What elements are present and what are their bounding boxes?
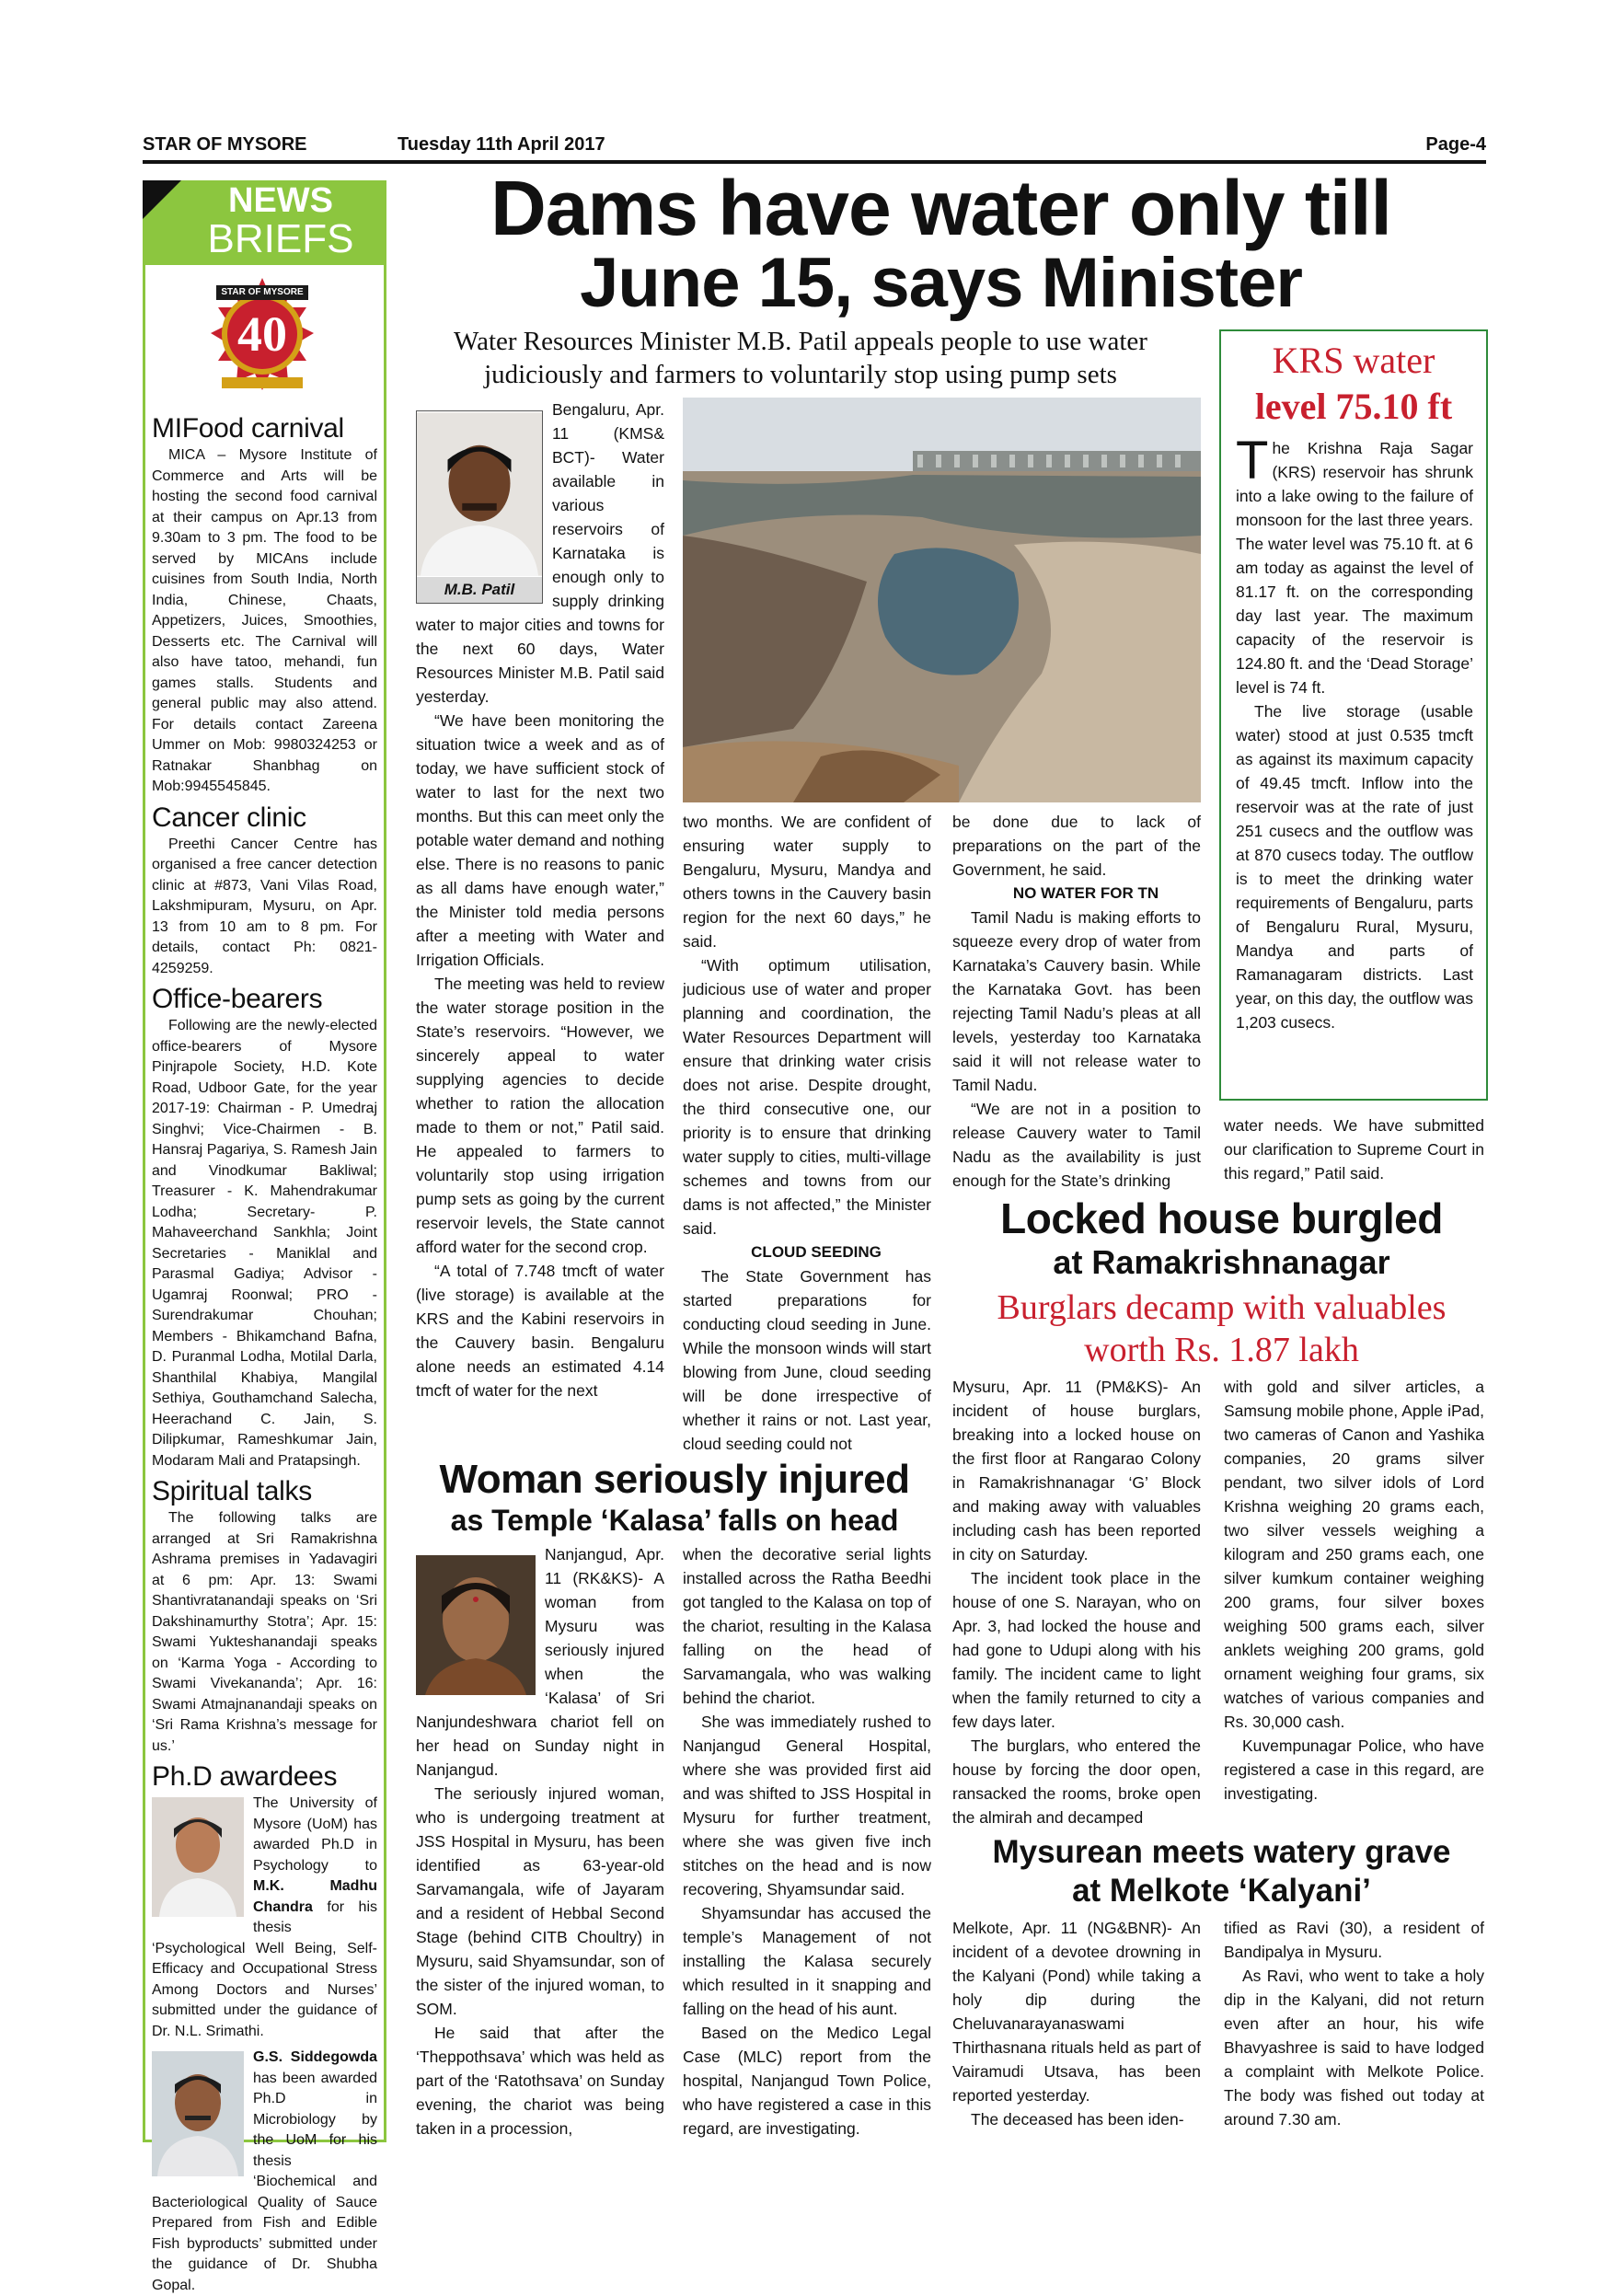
lead-col-3 [952, 810, 1201, 1193]
phd-block-2 [152, 2048, 377, 2296]
lead-col2-para-3: The State Government has started preparations for conducting cloud seeding in June. While the monsoon winds will start blowing from June, cloud seeding will be done irrespective of whether it rains or not. Last year, cloud seeding could not [683, 1267, 931, 1453]
burglary-para-3: The burglars, who entered the house by forcing the door open, ransacked the rooms, broke open the almirah and decamped [952, 1736, 1201, 1827]
lead-deck-2: judiciously and farmers to voluntarily stop using pump sets [484, 360, 1117, 389]
melkote-para-1: Melkote, Apr. 11 (NG&BNR)- An incident of a devotee drowning in the Kalyani (Pond) while taking a holy dip during the Cheluvanarayanaswami Thirthasnana rituals held as part of Vairamudi Utsava, has been reported yesterday. [952, 1919, 1201, 2105]
phd-name-2: G.S. Siddegowda [253, 2049, 377, 2065]
minister-caption: M.B. Patil [417, 577, 542, 603]
krs-para-1 [1236, 431, 1473, 699]
lead-col2-para-2: “With optimum utilisation, judicious use of water and proper planning and coordination, the Water Resources Department will ensure that drinking water crisis does not arise. Despite drought, the third consecutive one, our priority is to ensure that drinking water supply to cities, multi-village schemes and towns from our dams is not affected,” the Minister said. [683, 956, 931, 1238]
krs-para-1-text: he Krishna Raja Sagar (KRS) reservoir has shrunk into a lake owing to the failure of monsoon for the last three years. The water level was 75.10 ft. at 6 am today as against the level of 81.17 ft. on the corresponding day last year. The maximum capacity of the reservoir is 124.80 ft. and the ‘Dead Storage’ level is 74 ft. [1236, 439, 1473, 697]
woman-col2-para-1: when the decorative serial lights installed across the Ratha Beedhi got tangled to the Kalasa on top of the chariot, resulting in the Kalasa falling on the head of Sarvamangala, who was walking behind the chariot. [683, 1545, 931, 1707]
news-briefs-banner [143, 180, 386, 265]
banner-corner-icon [143, 180, 181, 219]
woman-col2-para-2: She was immediately rushed to Nanjangud General Hospital, where she was provided first aid and was shifted to JSS Hospital in Mysuru for further treatment, where she was given five inch stitches on the head and is now recovering, Shyamsundar said. [683, 1713, 931, 1898]
lead-col4-para: water needs. We have submitted our clarification to Supreme Court in this regard,” Patil said. [1224, 1116, 1484, 1183]
paper-name: STAR OF MYSORE [143, 134, 307, 155]
lead-headline-2: June 15, says Minister [580, 244, 1302, 322]
woman-para-3: He said that after the ‘Theppothsava’ which was held as part of the ‘Ratothsava’ on Sunday evening, the chariot was being taken in a procession, [416, 2024, 664, 2138]
lead-col-2 [683, 810, 931, 1456]
portrait-icon [152, 2051, 244, 2176]
lead-para-4: “A total of 7.748 tmcft of water (live storage) is available at the KRS and the Kabini reservoirs in the Cauvery basin. Bengaluru alone needs an estimated 4.14 tmcft of water for the next [416, 1262, 664, 1400]
brief-text-food: MICA – Mysore Institute of Commerce and Arts will be hosting the second food carnival at their campus on Apr.13 from 9.30am to 3 pm. The food to be served by MICAns include cuisines from South India, North India, Chinese, Chaats, Appetizers, Juices, Smoothies, Desserts etc. The Carnival will also have tatoo, mehandi, fun games stalls. Students and general public may also attend. For details contact Zareena Ummer on Mob: 9980324253 or Ratnakar Shanbhag on Mob:9945545845. [152, 447, 377, 794]
lead-col3-para-1: be done due to lack of preparations on the part of the Government, he said. [952, 813, 1201, 879]
portrait-icon [417, 411, 542, 577]
brief-text-office: Following are the newly-elected office-bearers of Mysore Pinjrapole Society, H.D. Kote Road, Udboor Gate, for the year 2017-19: Chairman - P. Umedraj Singhvi; Vice-Chairmen - B. Hansraj Pagariya, S. Ramesh Jain and Vinodkumar Bakliwal; Treasurer - K. Mahendrakumar Lodha; Secretary- P. Mahaveerchand Sankhla; Joint Secretaries - Maniklal and Parasmal Gadiya; Advisor - Ugamraj Roonwal; PRO - Surendrakumar Chouhan; Members - Bhikamchand Bafna, D. Puranmal Lodha, Motilal Darla, Shanthilal Khabiya, Mangilal Sethiya, Gouthamchand Salecha, Heerachand C. Jain, S. Dilipkumar, Rameshkumar Jain, Modaram Mali and Pratapsingh. [152, 1018, 377, 1469]
burglary-para-1: Mysuru, Apr. 11 (PM&KS)- An incident of house burglars, breaking into a locked house on the first floor at Rangarao Colony in Ramakrishnanagar ‘G’ Block and making away with valuables including cash has been reported in city on Saturday. [952, 1378, 1201, 1563]
brief-text-spiritual: The following talks are arranged at Sri Ramakrishna Ashrama premises in Yadavagiri at 6 pm: Apr. 13: Swami Shantivratanandaji speaks on ‘Sri Dakshinamurthy Stotra’; Apr. 15: Swami Yukteshanandaji speaks on ‘Karma Yoga - According to Swami Vivekananda’; Apr. 16: Swami Atmajnanandaji speaks on ‘Sri Rama Krishna’s message for us.’ [152, 1510, 377, 1754]
woman-col-2 [683, 1542, 931, 2140]
phd-name-1: M.K. Madhu Chandra [253, 1878, 377, 1915]
lead-para-3: The meeting was held to review the water storage position in the State’s reservoirs. “However, we sincerely appeal to water supplying agencies to decide whether to ration the allocation made to them or not,” Patil said. He appealed to farmers to voluntarily stop using irrigation pump sets as going by the current reservoir levels, the State cannot afford water for the second crop. [416, 975, 664, 1256]
lead-col3-para-2: Tamil Nadu is making efforts to squeeze every drop of water from Karnataka’s Cauvery basin. While the Karnataka Govt. has been rejecting Tamil Nadu’s pleas at all levels, yesterday too Karnataka said it will not release water to Tamil Nadu. [952, 908, 1201, 1094]
brief-heading-office: Office-bearers [152, 984, 323, 1014]
page-number: Page-4 [1425, 134, 1486, 155]
news-briefs-content [152, 412, 377, 2296]
lead-col-1 [416, 398, 664, 1402]
briefs-title: BRIEFS [207, 216, 354, 261]
brief-heading-spiritual: Spiritual talks [152, 1476, 312, 1506]
phd-text-2b: has been awarded Ph.D in Microbiology by the UoM for his thesis ‘Biochemical and Bacteriological Quality of Sauce Prepared from Fish and Edible Fish byproducts’ submitted under the guidance of Dr. Shubha Gopal. [152, 2070, 377, 2293]
minister-photo [416, 410, 543, 604]
krs-box [1219, 329, 1488, 1101]
phd-text-1b: for his thesis ‘Psychological Well Being, Self-Efficacy and Occupational Stress Among Doctors and Nurses’ submitted under the guidance of Dr. N.L. Srimathi. [152, 1898, 377, 2039]
woman-photo [416, 1555, 536, 1695]
lead-deck-1: Water Resources Minister M.B. Patil appeals people to use water [454, 327, 1147, 356]
woman-col-1 [416, 1542, 664, 2140]
brief-heading-food: MIFood carnival [152, 413, 344, 444]
badge-number: 40 [237, 306, 287, 362]
phd-text-1a: The University of Mysore (UoM) has awarded Ph.D in Psychology to [253, 1795, 377, 1874]
issue-date: Tuesday 11th April 2017 [398, 134, 605, 155]
krs-dropcap: T [1236, 431, 1269, 490]
woman-col2-para-4: Based on the Medico Legal Case (MLC) report from the hospital, Nanjangud Town Police, who have registered a case in this regard, are investigating. [683, 2024, 931, 2138]
melkote-col-2 [1224, 1916, 1484, 2131]
burglary-col2-para-1: with gold and silver articles, a Samsung mobile phone, Apple iPad, two cameras of Canon and Yashika companies, 20 grams silver pendant, two silver idols of Lord Krishna weighing 20 grams each, two silver vessels weighing a kilogram and 250 grams each, one silver kumkum container weighing 200 grams, four silver boxes weighing 500 grams each, silver anklets weighing 200 grams, gold ornament weighing four grams, six watches of various companies and Rs. 30,000 cash. [1224, 1378, 1484, 1731]
burglary-col-1 [952, 1375, 1201, 1829]
melkote-col2-para-1: tified as Ravi (30), a resident of Bandipalya in Mysuru. [1224, 1919, 1484, 1961]
phd-block-1 [152, 1794, 377, 2042]
woman-para-2: The seriously injured woman, who is undergoing treatment at JSS Hospital in Mysuru, has been identified as 63-year-old Sarvamangala, wife of Jayaram and a resident of Hebbal Second Stage (behind CITB Choultry) in Mysuru, said Shyamsundar, son of the sister of the injured woman, to SOM. [416, 1784, 664, 2018]
brief-heading-phd: Ph.D awardees [152, 1761, 338, 1792]
woman-para-1: Nanjangud, Apr. 11 (RK&KS)- A woman from Mysuru was seriously injured when the ‘Kalasa’ of Sri Nanjundeshwara chariot fell on her head on Sunday night in Nanjangud. [416, 1545, 664, 1779]
burglary-deck-1: Burglars decamp with valuables [997, 1288, 1447, 1327]
portrait-icon [152, 1797, 244, 1917]
lead-col-4-tail [1224, 1113, 1484, 1185]
burglary-col2-para-2: Kuvempunagar Police, who have registered a case in this regard, are investigating. [1224, 1736, 1484, 1803]
brief-text-cancer: Preethi Cancer Centre has organised a free cancer detection clinic at #873, Vani Vilas Road, Lakshmipuram, Mysuru, on Apr. 13 from 10 am to 8 pm. For details, contact Ph: 0821-4259259. [152, 836, 377, 976]
burglary-deck-2: worth Rs. 1.87 lakh [1084, 1331, 1359, 1369]
subhead-no-water-tn: NO WATER FOR TN [1012, 884, 1159, 902]
krs-title-2: level 75.10 ft [1254, 386, 1453, 427]
krs-para-2: The live storage (usable water) stood at just 0.535 tmcft as against its maximum capacity of 49.45 tmcft. Inflow into the reservoir was at the rate of just 251 cusecs and the outflow was at 870 cusecs today. The outflow is to meet the drinking water requirements of Bengaluru, parts of Bengaluru Rural, Mysuru, Mandya and parts of Ramanagaram districts. Last year, on this day, the outflow was 1,203 cusecs. [1236, 702, 1473, 1032]
melkote-headline-2: at Melkote ‘Kalyani’ [1072, 1873, 1371, 1909]
melkote-headline-1: Mysurean meets watery grave [992, 1834, 1451, 1870]
lead-col2-para-1: two months. We are confident of ensuring water supply to Bengaluru, Mysuru, Mandya and others towns in the Cauvery basin region for the next 60 days,” he said. [683, 813, 931, 951]
dry-reservoir-image [683, 398, 1201, 802]
woman-headline-2: as Temple ‘Kalasa’ falls on head [450, 1504, 899, 1537]
subhead-cloud-seeding: CLOUD SEEDING [751, 1243, 882, 1261]
portrait-icon [416, 1555, 536, 1695]
melkote-col-1 [952, 1916, 1201, 2131]
burglary-col-2 [1224, 1375, 1484, 1806]
melkote-col2-para-2: As Ravi, who went to take a holy dip in the Kalyani, did not return even after an hour, his wife Bhavyashree is said to have lodged a complaint with Melkote Police. The body was fished out today at around 7.30 am. [1224, 1967, 1484, 2129]
reservoir-photo [683, 398, 1201, 802]
phd-photo-madhu [152, 1797, 244, 1917]
phd-photo-siddegowda [152, 2051, 244, 2176]
krs-title-1: KRS water [1272, 340, 1435, 381]
melkote-para-2: The deceased has been iden- [971, 2110, 1184, 2129]
woman-headline-1: Woman seriously injured [439, 1457, 910, 1502]
krs-body [1221, 431, 1486, 1034]
lead-para-2: “We have been monitoring the situation twice a week and as of today, we have sufficient stock of water to last for the next two months. But this can meet only the potable water demand and nothing else. There is no reasons to panic as all dams have enough water,” the Minister told media persons after a meeting with Water and Irrigation Officials. [416, 711, 664, 969]
lead-headline-1: Dams have water only till [490, 165, 1391, 251]
brief-heading-cancer: Cancer clinic [152, 802, 306, 833]
news-title: NEWS [228, 181, 333, 220]
lead-col3-para-3: “We are not in a position to release Cauvery water to Tamil Nadu as the availability is just enough for the State’s drinking [952, 1100, 1201, 1190]
lead-para-1: Bengaluru, Apr. 11 (KMS& BCT)- Water available in various reservoirs of Karnataka is enough only to supply drinking water to major cities and towns for the next 60 days, Water Resources Minister M.B. Patil said yesterday. [416, 400, 664, 706]
anniversary-badge [179, 269, 345, 407]
woman-col2-para-3: Shyamsundar has accused the temple’s Management of not installing the Kalasa securely which resulted in it snapping and falling on the head of his aunt. [683, 1904, 931, 2018]
masthead [143, 134, 1486, 162]
burglary-headline-2: at Ramakrishnanagar [1053, 1243, 1390, 1281]
burglary-headline-1: Locked house burgled [1000, 1194, 1443, 1242]
badge-paper-name: STAR OF MYSORE [221, 287, 304, 297]
burglary-para-2: The incident took place in the house of one S. Narayan, who on Apr. 3, had locked the house and had gone to Udupi along with his family. The incident came to light when the family returned to city a few days later. [952, 1569, 1201, 1731]
